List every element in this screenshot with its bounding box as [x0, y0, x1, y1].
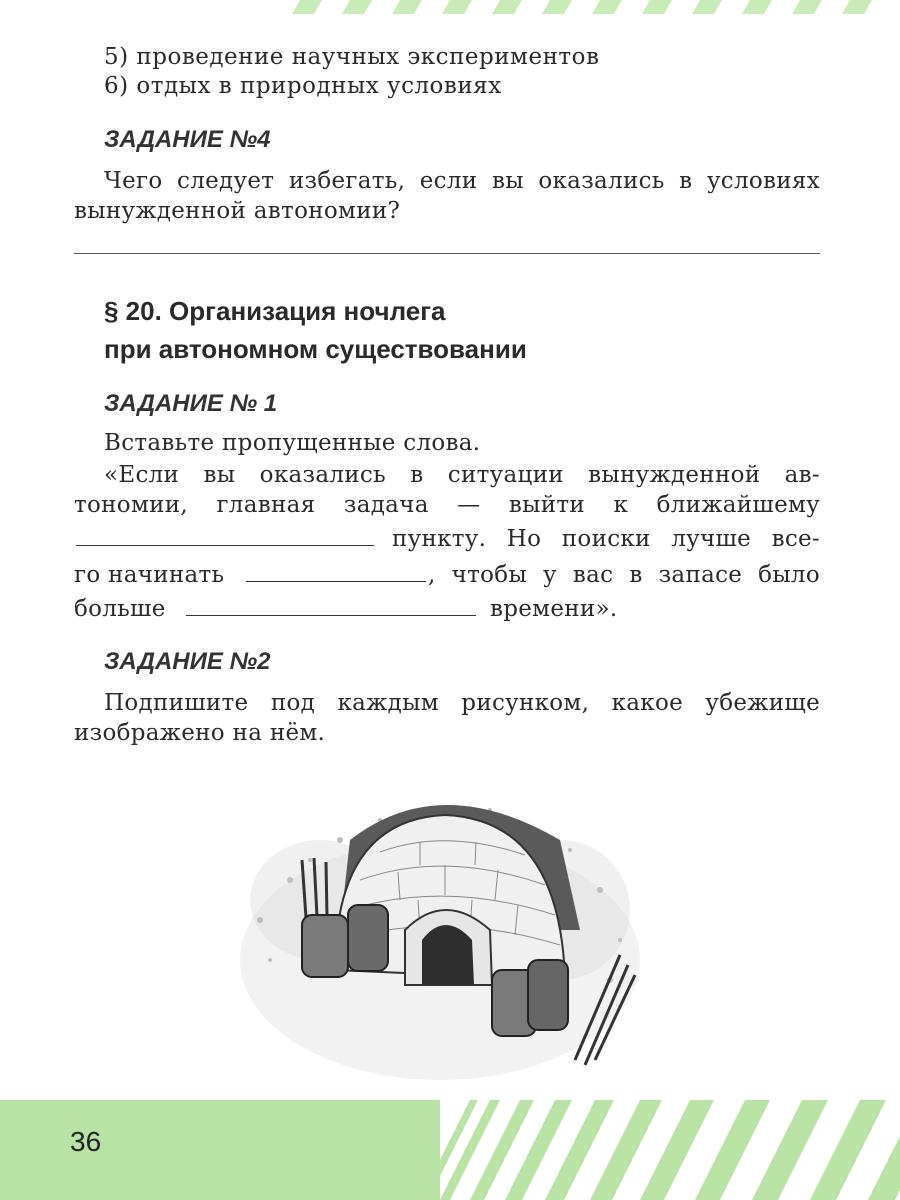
answer-line[interactable]: [74, 253, 820, 254]
task4-heading: ЗАДАНИЕ №4: [104, 126, 271, 153]
task1-line3: пункту. Но поиски лучше все-: [392, 526, 820, 552]
blank-field-3[interactable]: [186, 615, 476, 616]
task1-heading: ЗАДАНИЕ № 1: [104, 390, 278, 417]
task1-line5-start: больше: [74, 596, 166, 622]
top-stripe-decoration: [0, 0, 900, 14]
igloo-illustration: [230, 760, 650, 1090]
task1-instruction: Вставьте пропущенные слова.: [104, 430, 481, 456]
task4-question-line1: Чего следует избегать, если вы оказались в условиях: [104, 168, 820, 194]
page-number: 36: [70, 1126, 102, 1157]
section-title-line2: при автономном существовании: [104, 334, 527, 364]
list-item-6: 6) отдых в природных условиях: [104, 73, 502, 99]
list-item-5: 5) проведение научных экспериментов: [104, 44, 600, 70]
section-title-line1: § 20. Организация ночлега: [104, 296, 446, 326]
task1-line4-end: , чтобы у вас в запасе было: [428, 562, 820, 588]
task1-line4-start: го начинать: [74, 562, 225, 588]
task2-line2: изображено на нём.: [74, 720, 326, 746]
blank-field-1[interactable]: [76, 545, 374, 546]
task2-heading: ЗАДАНИЕ №2: [104, 648, 271, 675]
task1-line5-end: времени».: [490, 596, 618, 622]
task4-question-line2: вынужденной автономии?: [74, 198, 401, 224]
task1-line2: тономии, главная задача — выйти к ближайшему: [74, 492, 820, 518]
bottom-stripe-band: [0, 1100, 900, 1200]
task2-line1: Подпишите под каждым рисунком, какое убежище: [104, 690, 820, 716]
blank-field-2[interactable]: [246, 581, 426, 582]
task1-line1: «Если вы оказались в ситуации вынужденной ав-: [104, 462, 820, 488]
